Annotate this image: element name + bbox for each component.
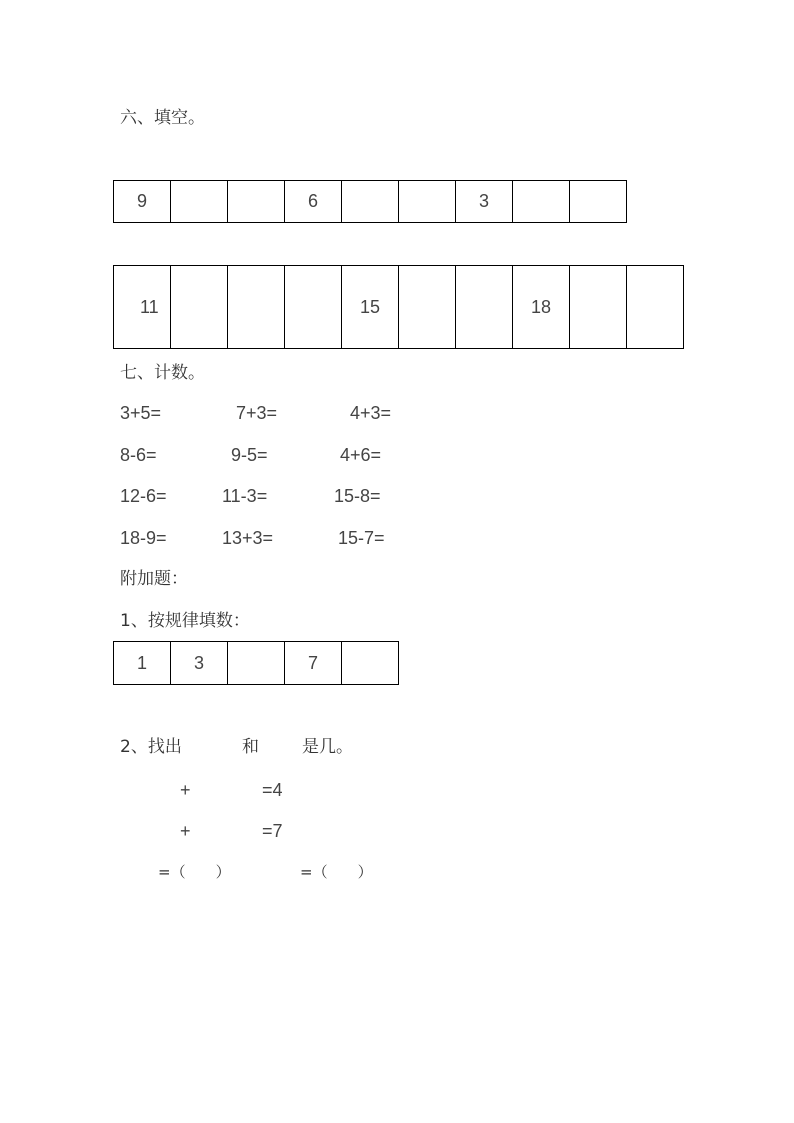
sequence-cell[interactable]: 11: [114, 266, 171, 349]
equation-result: =7: [262, 821, 283, 841]
pattern-cell[interactable]: 3: [171, 642, 228, 685]
table-row: [114, 181, 627, 223]
equation: 15-7=: [338, 528, 385, 548]
sequence-cell[interactable]: [570, 266, 627, 349]
sequence-cell[interactable]: [513, 181, 570, 223]
sequence-cell[interactable]: 18: [513, 266, 570, 349]
sequence-cell[interactable]: 9: [114, 181, 171, 223]
bonus-heading: 附加题：: [120, 569, 188, 589]
answer-blank[interactable]: =（ ）: [158, 863, 231, 881]
sequence-cell[interactable]: [627, 266, 684, 349]
section6-heading: 六、填空。: [120, 108, 205, 128]
sequence-table-2: [113, 265, 684, 349]
plus-sign: +: [180, 780, 191, 800]
sequence-cell[interactable]: [456, 266, 513, 349]
bonus-question-1: 1、按规律填数：: [120, 611, 250, 631]
equation: 11-3=: [222, 486, 268, 506]
sequence-cell[interactable]: 15: [342, 266, 399, 349]
equation: 3+5=: [120, 403, 162, 423]
sequence-cell[interactable]: [399, 266, 456, 349]
equation: 12-6=: [120, 486, 167, 506]
equation: 4+3=: [350, 403, 392, 423]
sequence-cell[interactable]: [171, 266, 228, 349]
section7-heading: 七、计数。: [120, 363, 205, 383]
equation: 8-6=: [120, 445, 157, 465]
sequence-cell[interactable]: [570, 181, 627, 223]
sequence-cell[interactable]: 3: [456, 181, 513, 223]
pattern-table: [113, 641, 399, 685]
pattern-cell[interactable]: 7: [285, 642, 342, 685]
equation: 15-8=: [334, 486, 381, 506]
pattern-cell[interactable]: 1: [114, 642, 171, 685]
equation-result: =4: [262, 780, 283, 800]
question-2-and: 和: [242, 737, 259, 757]
table-row: [114, 642, 399, 685]
sequence-cell[interactable]: [342, 181, 399, 223]
sequence-cell[interactable]: [171, 181, 228, 223]
equation: 13+3=: [222, 528, 274, 548]
sequence-cell[interactable]: [228, 266, 285, 349]
sequence-cell[interactable]: [228, 181, 285, 223]
plus-sign: +: [180, 821, 191, 841]
pattern-cell[interactable]: [342, 642, 399, 685]
sequence-cell[interactable]: [399, 181, 456, 223]
equation: 7+3=: [236, 403, 278, 423]
pattern-cell[interactable]: [228, 642, 285, 685]
bonus-question-2: 2、找出: [120, 737, 182, 757]
question-2-ask: 是几。: [302, 737, 353, 757]
sequence-cell[interactable]: [285, 266, 342, 349]
sequence-cell[interactable]: 6: [285, 181, 342, 223]
table-row: [114, 266, 684, 349]
answer-blank[interactable]: =（ ）: [300, 863, 373, 881]
equation: 9-5=: [231, 445, 268, 465]
equation: 4+6=: [340, 445, 382, 465]
equation: 18-9=: [120, 528, 167, 548]
sequence-table-1: [113, 180, 627, 223]
